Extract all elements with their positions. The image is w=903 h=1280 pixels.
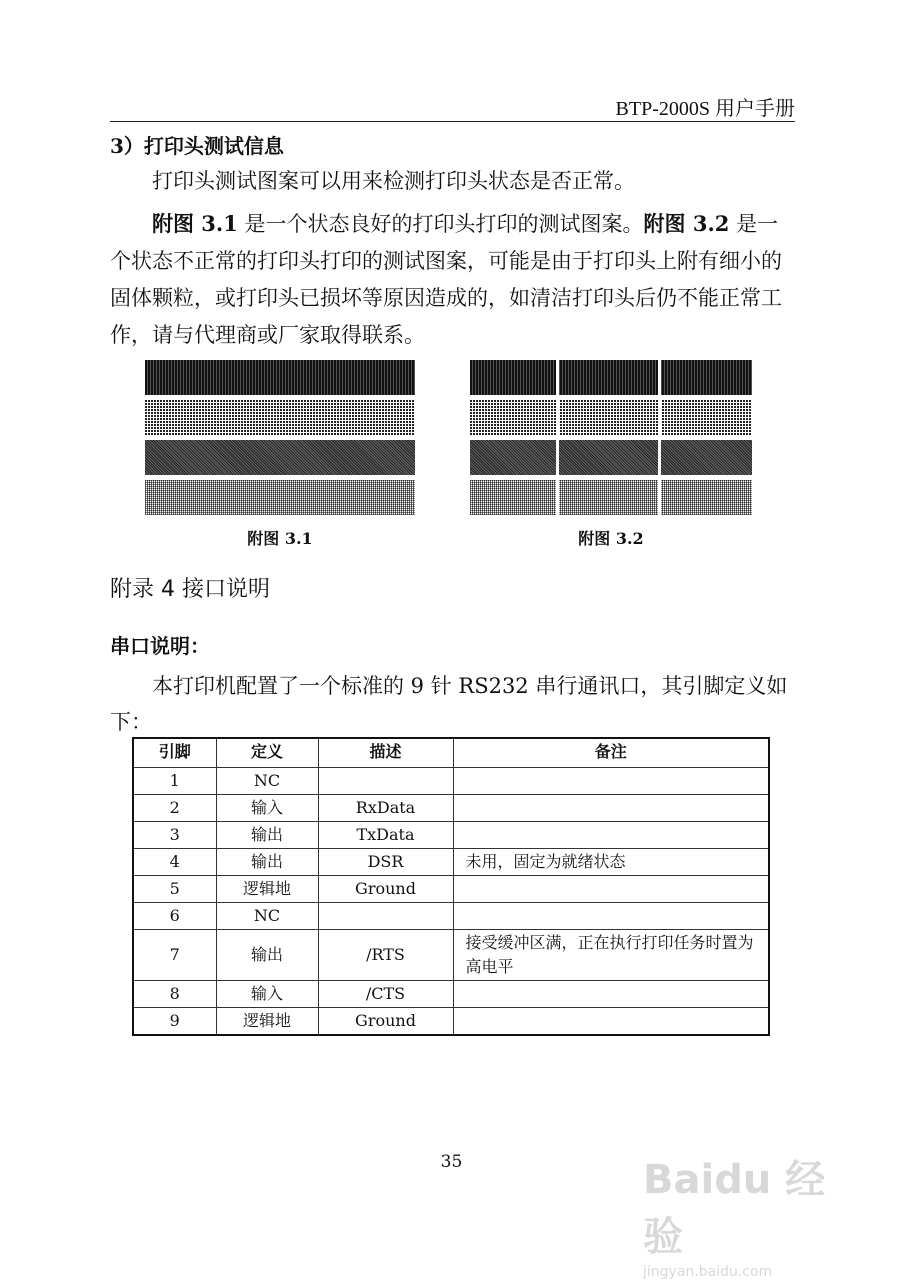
pattern-band <box>470 480 752 515</box>
pin-cell: 6 <box>133 903 216 930</box>
definition-cell: NC <box>216 768 318 795</box>
watermark-url: jingyan.baidu.com <box>643 1264 773 1280</box>
figure-caption-1: 附图 3.1 <box>247 529 313 548</box>
pattern-band <box>145 440 415 475</box>
paragraph-1: 打印头测试图案可以用来检测打印头状态是否正常。 <box>152 169 635 193</box>
column-header: 描述 <box>318 738 453 768</box>
definition-cell: 输出 <box>216 849 318 876</box>
pin-cell: 5 <box>133 876 216 903</box>
pin-cell: 8 <box>133 981 216 1008</box>
definition-cell: 逻辑地 <box>216 1008 318 1036</box>
description-cell: DSR <box>318 849 453 876</box>
pattern-band <box>145 400 415 435</box>
table-row <box>133 849 769 876</box>
column-header: 引脚 <box>133 738 216 768</box>
description-cell: Ground <box>318 876 453 903</box>
table-row <box>133 768 769 795</box>
description-cell: /RTS <box>318 930 453 981</box>
definition-cell: 输入 <box>216 981 318 1008</box>
note-cell <box>453 795 769 822</box>
note-cell <box>453 876 769 903</box>
note-cell <box>453 1008 769 1036</box>
pattern-band <box>470 360 752 395</box>
note-cell <box>453 903 769 930</box>
header-rule <box>110 121 795 122</box>
description-cell: RxData <box>318 795 453 822</box>
pin-definition-table <box>132 737 770 1036</box>
note-cell: 接受缓冲区满，正在执行打印任务时置为高电平 <box>453 930 769 981</box>
paragraph-2-part-b: 是一个状态不正常的打印头打印的测试图案，可能是由于打印头上附有细小的固体颗粒，或打印头已损坏等原因造成的，如清洁打印头后仍不能正常工作，请与代理商或厂家取得联系。 <box>110 212 782 347</box>
table-row <box>133 903 769 930</box>
description-cell: TxData <box>318 822 453 849</box>
note-cell <box>453 768 769 795</box>
note-cell: 未用，固定为就绪状态 <box>453 849 769 876</box>
pin-cell: 4 <box>133 849 216 876</box>
description-cell: Ground <box>318 1008 453 1036</box>
definition-cell: 输出 <box>216 930 318 981</box>
description-cell <box>318 903 453 930</box>
test-pattern-faulty <box>470 360 752 520</box>
pattern-band <box>145 480 415 515</box>
table-row <box>133 930 769 981</box>
table-row <box>133 1008 769 1036</box>
pattern-band <box>470 400 752 435</box>
pin-cell: 2 <box>133 795 216 822</box>
watermark-logo: Baidu 经验 <box>643 1157 826 1260</box>
table-row <box>133 876 769 903</box>
fig-ref-2: 附图 3.2 <box>643 211 730 236</box>
figure-caption-2: 附图 3.2 <box>578 529 644 548</box>
pin-cell: 3 <box>133 822 216 849</box>
table-row <box>133 981 769 1008</box>
pin-cell: 1 <box>133 768 216 795</box>
test-pattern-good <box>145 360 415 520</box>
pattern-band <box>145 360 415 395</box>
fig-ref-1: 附图 3.1 <box>152 211 238 236</box>
note-cell <box>453 822 769 849</box>
appendix-title: 附录 4 接口说明 <box>110 577 270 602</box>
description-cell: /CTS <box>318 981 453 1008</box>
watermark <box>643 1148 843 1280</box>
page-number: 35 <box>440 1152 463 1172</box>
definition-cell: 输入 <box>216 795 318 822</box>
section-heading: 3）打印头测试信息 <box>110 134 284 158</box>
note-cell <box>453 981 769 1008</box>
pattern-band <box>470 440 752 475</box>
table-row <box>133 822 769 849</box>
paragraph-2-part-a: 是一个状态良好的打印头打印的测试图案。 <box>237 212 644 236</box>
pin-cell: 9 <box>133 1008 216 1036</box>
description-cell <box>318 768 453 795</box>
header-title: BTP-2000S 用户手册 <box>615 98 795 120</box>
paragraph-2 <box>110 205 795 354</box>
table-row <box>133 795 769 822</box>
table-header-row <box>133 738 769 768</box>
pin-cell: 7 <box>133 930 216 981</box>
column-header: 定义 <box>216 738 318 768</box>
definition-cell: NC <box>216 903 318 930</box>
definition-cell: 逻辑地 <box>216 876 318 903</box>
serial-description: 本打印机配置了一个标准的 9 针 RS232 串行通讯口，其引脚定义如下： <box>110 674 788 734</box>
definition-cell: 输出 <box>216 822 318 849</box>
column-header: 备注 <box>453 738 769 768</box>
serial-heading: 串口说明： <box>110 634 210 658</box>
